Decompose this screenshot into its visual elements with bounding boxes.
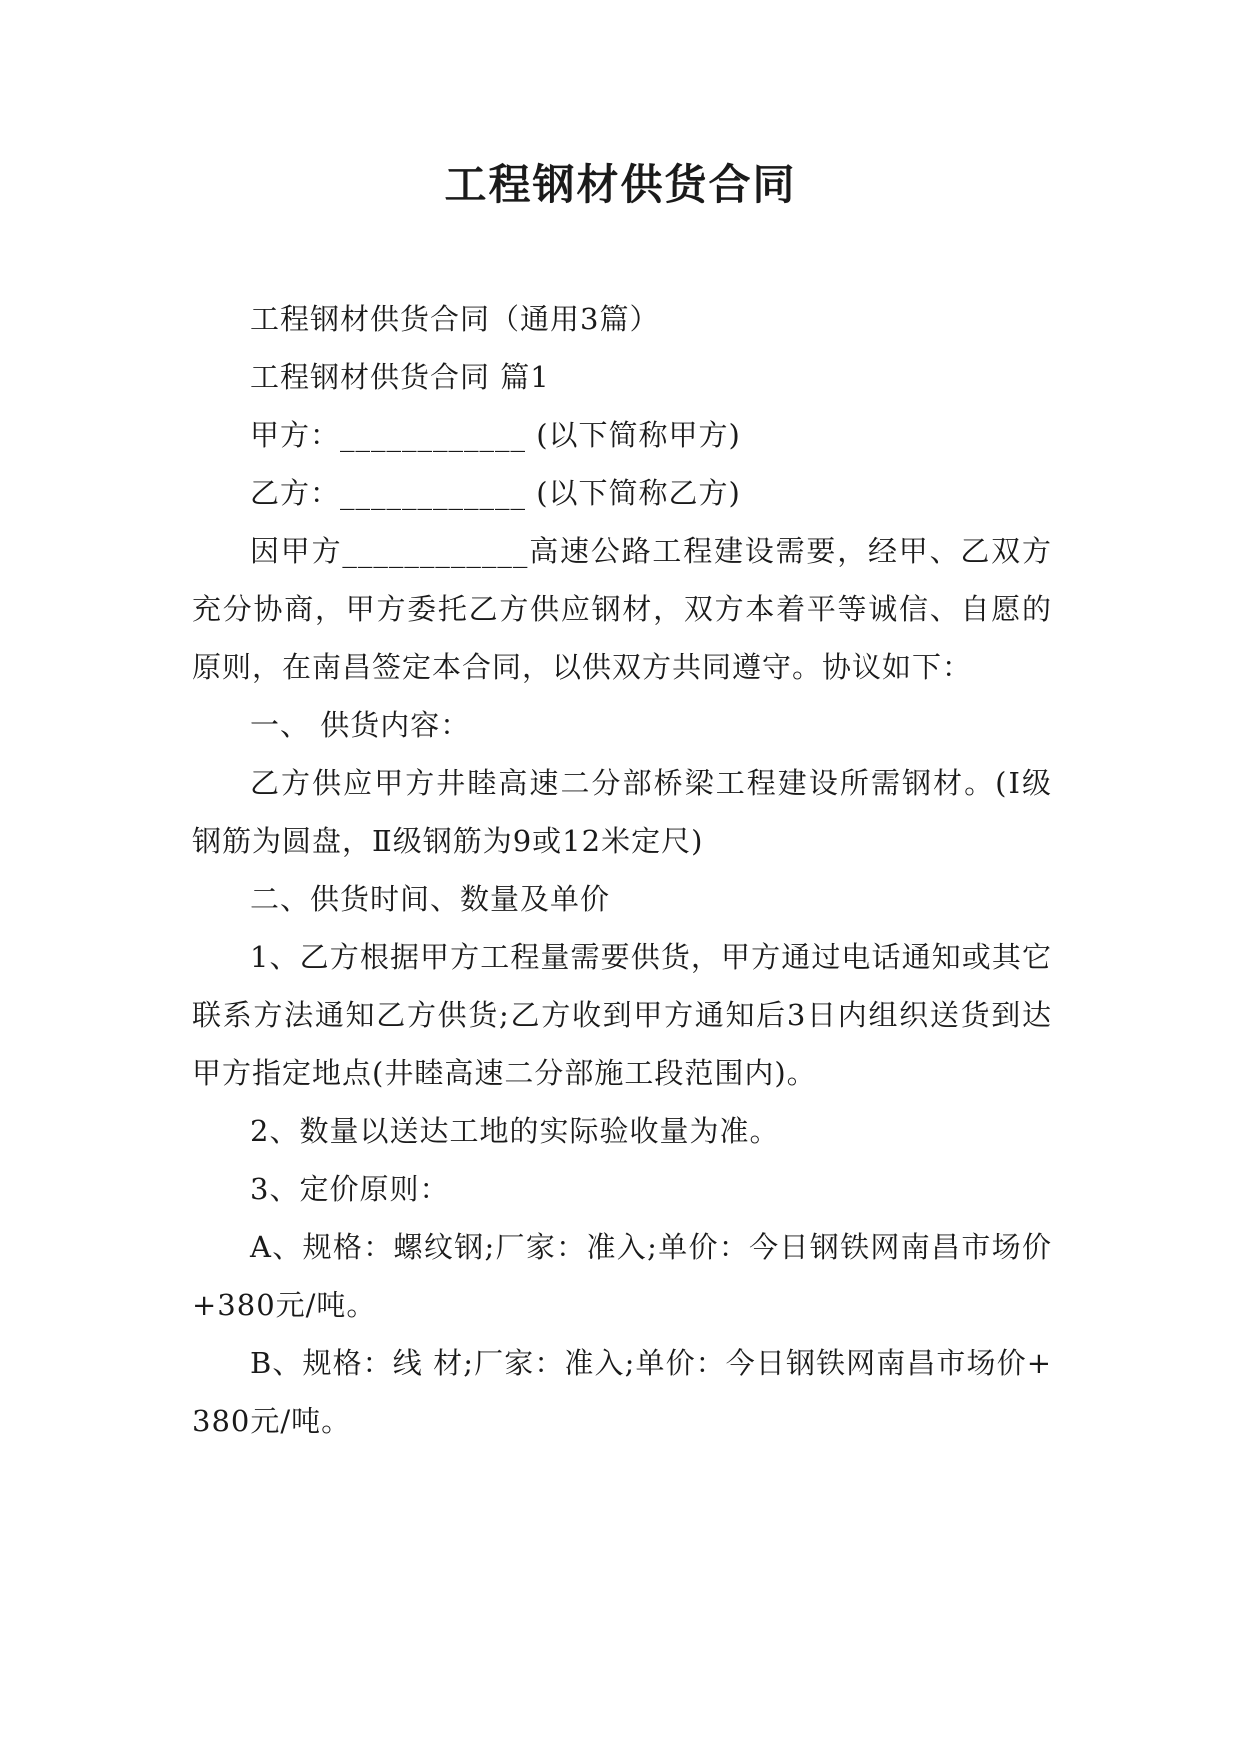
paragraph: 二、供货时间、数量及单价	[250, 882, 611, 916]
paragraph: 因甲方____________高速公路工程建设需要，经甲、乙双方充分协商，甲方委托乙方供应钢材，双方本着平等诚信、自愿的原则，在南昌签定本合同，以供双方共同遵守。协议如下：	[192, 534, 1052, 684]
paragraph: 1、乙方根据甲方工程量需要供货，甲方通过电话通知或其它联系方法通知乙方供货;乙方收到甲方通知后3日内组织送货到达甲方指定地点(井睦高速二分部施工段范围内)。	[192, 940, 1052, 1090]
document-body	[192, 290, 1052, 1450]
paragraph: 一、 供货内容：	[250, 708, 471, 742]
paragraph: B、规格：线 材;厂家：准入;单价：今日钢铁网南昌市场价+380元/吨。	[192, 1346, 1052, 1438]
paragraph: 乙方：____________ (以下简称乙方)	[250, 476, 741, 510]
paragraph: 工程钢材供货合同（通用3篇）	[250, 302, 660, 336]
paragraph: A、规格：螺纹钢;厂家：准入;单价：今日钢铁网南昌市场价+380元/吨。	[192, 1230, 1052, 1322]
document-title: 工程钢材供货合同	[444, 160, 797, 209]
paragraph: 工程钢材供货合同 篇1	[250, 360, 550, 394]
paragraph: 2、数量以送达工地的实际验收量为准。	[250, 1114, 780, 1148]
paragraph: 乙方供应甲方井睦高速二分部桥梁工程建设所需钢材。(Ⅰ级钢筋为圆盘，Ⅱ级钢筋为9或12米定尺)	[192, 766, 1052, 858]
paragraph: 甲方：____________ (以下简称甲方)	[250, 418, 741, 452]
paragraph: 3、定价原则：	[250, 1172, 450, 1206]
